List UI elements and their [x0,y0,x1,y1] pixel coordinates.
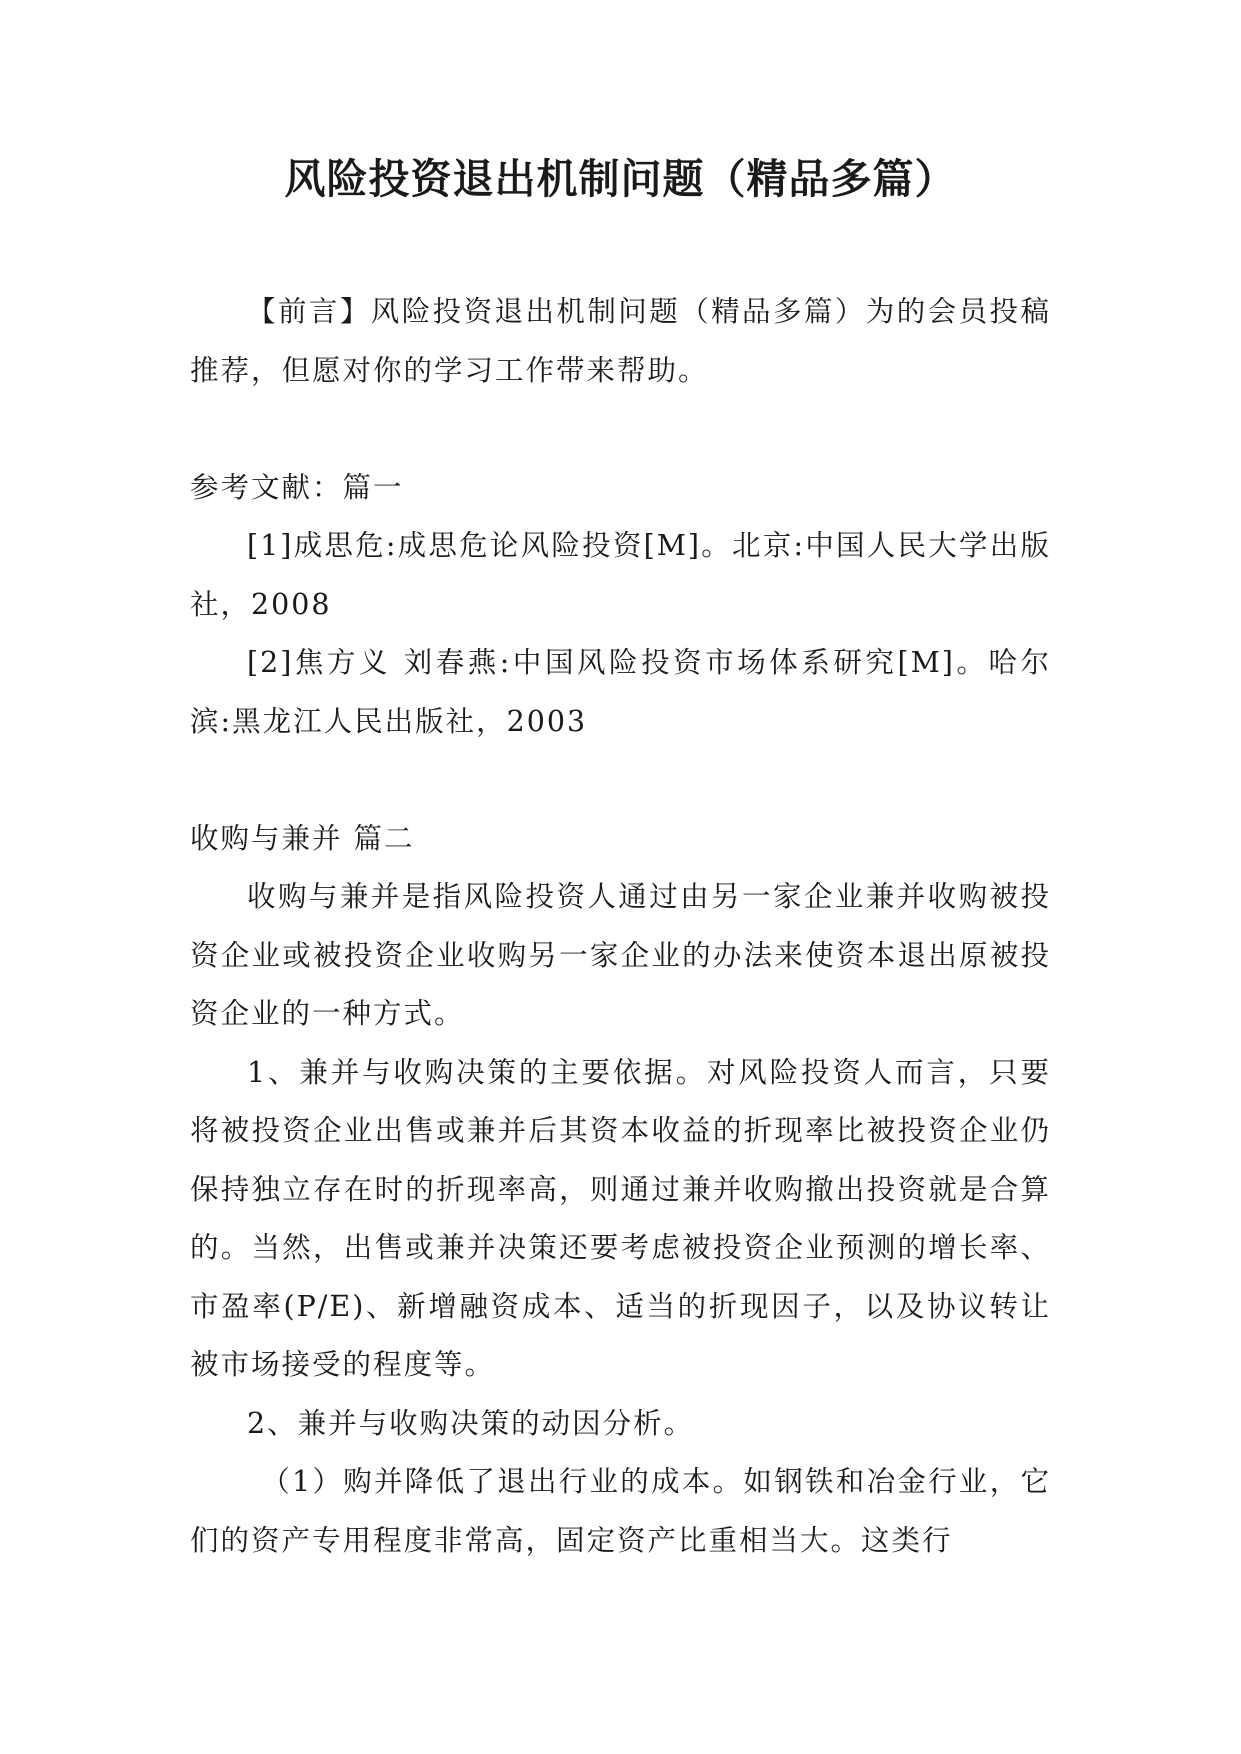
body-paragraph-3: 2、兼并与收购决策的动因分析。 [247,1406,695,1440]
document-body [190,283,1051,1570]
reference-item-2: [2]焦方义 刘春燕:中国风险投资市场体系研究[M]。哈尔滨:黑龙江人民出版社，2003 [190,646,1051,738]
document-title: 风险投资退出机制问题（精品多篇） [284,155,957,203]
section-heading-1: 参考文献：篇一 [190,470,404,504]
body-paragraph-2: 1、兼并与收购决策的主要依据。对风险投资人而言，只要将被投资企业出售或兼并后其资本收益的折现率比被投资企业仍保持独立存在时的折现率高，则通过兼并收购撤出投资就是合算的。当然，出售或兼并决策还要考虑被投资企业预测的增长率、市盈率(P/E)、新增融资成本、适当的折现因子，以及协议转让被市场接受的程度等。 [190,1055,1051,1381]
body-paragraph-4: （1）购并降低了退出行业的成本。如钢铁和冶金行业，它们的资产专用程度非常高，固定资产比重相当大。这类行 [190,1465,1051,1557]
section-heading-2: 收购与兼并 篇二 [190,821,415,855]
reference-item-1: [1]成思危:成思危论风险投资[M]。北京:中国人民大学出版社，2008 [190,529,1051,621]
preface-paragraph: 【前言】风险投资退出机制问题（精品多篇）为的会员投稿推荐，但愿对你的学习工作带来帮助。 [190,295,1051,387]
body-paragraph-1: 收购与兼并是指风险投资人通过由另一家企业兼并收购被投资企业或被投资企业收购另一家企业的办法来使资本退出原被投资企业的一种方式。 [190,880,1051,1030]
